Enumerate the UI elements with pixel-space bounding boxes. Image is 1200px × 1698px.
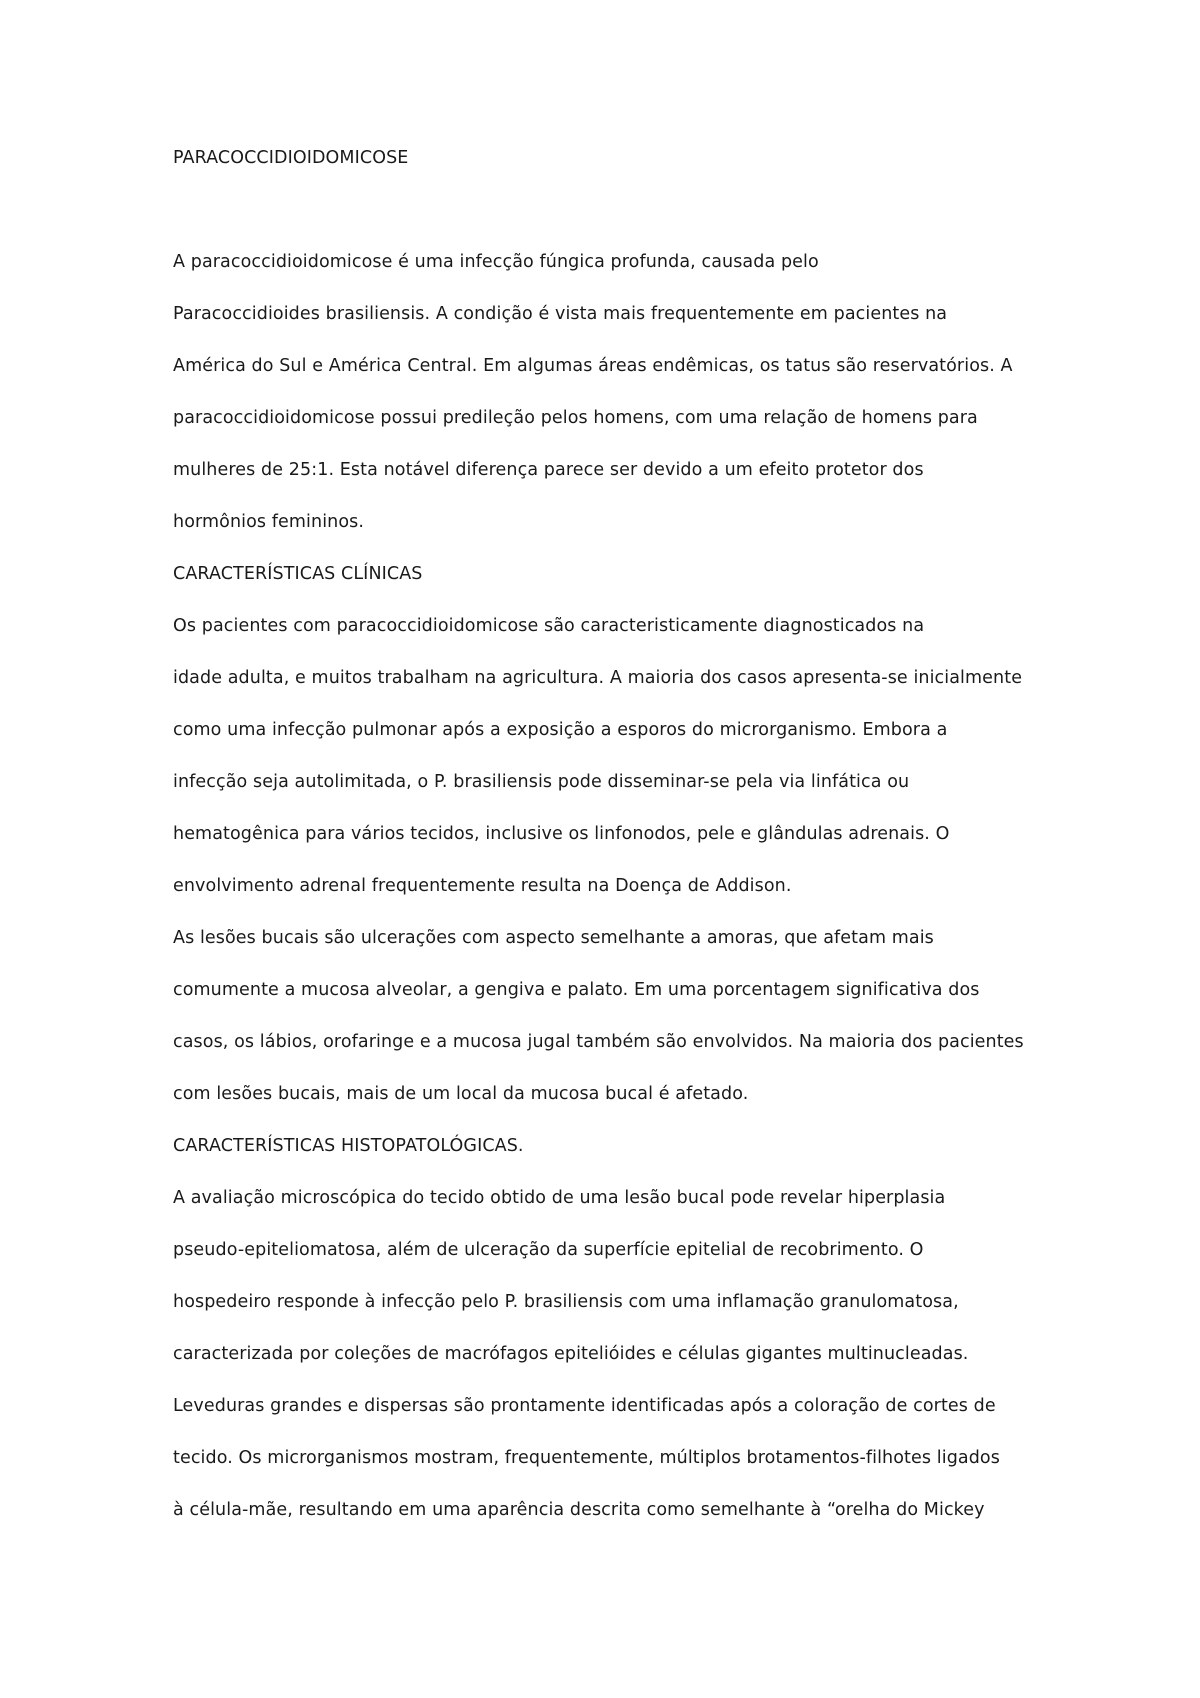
histo-line: à célula-mãe, resultando em uma aparência descrita como semelhante à “orelha do Mickey — [173, 1500, 985, 1520]
clinical-line: Os pacientes com paracoccidioidomicose são caracteristicamente diagnosticados na — [173, 616, 925, 636]
intro-line: Paracoccidioides brasiliensis. A condição é vista mais frequentemente em pacientes na — [173, 304, 948, 324]
clinical-line: hematogênica para vários tecidos, inclusive os linfonodos, pele e glândulas adrenais. O — [173, 824, 950, 844]
intro-line: paracoccidioidomicose possui predileção pelos homens, com uma relação de homens para — [173, 408, 978, 428]
clinical-line: As lesões bucais são ulcerações com aspecto semelhante a amoras, que afetam mais — [173, 928, 934, 948]
clinical-line: como uma infecção pulmonar após a exposição a esporos do microrganismo. Embora a — [173, 720, 948, 740]
histo-line: hospedeiro responde à infecção pelo P. brasiliensis com uma inflamação granulomatosa, — [173, 1292, 959, 1312]
clinical-line: com lesões bucais, mais de um local da mucosa bucal é afetado. — [173, 1084, 749, 1104]
intro-line: mulheres de 25:1. Esta notável diferença parece ser devido a um efeito protetor dos — [173, 460, 924, 480]
clinical-heading: CARACTERÍSTICAS CLÍNICAS — [173, 564, 423, 584]
intro-line: hormônios femininos. — [173, 512, 365, 532]
histo-heading: CARACTERÍSTICAS HISTOPATOLÓGICAS. — [173, 1136, 524, 1156]
clinical-line: idade adulta, e muitos trabalham na agricultura. A maioria dos casos apresenta-se inicialmente — [173, 668, 1023, 688]
histo-line: Leveduras grandes e dispersas são prontamente identificadas após a coloração de cortes de — [173, 1396, 996, 1416]
clinical-line: casos, os lábios, orofaringe e a mucosa jugal também são envolvidos. Na maioria dos pacientes — [173, 1032, 1024, 1052]
document-title: PARACOCCIDIOIDOMICOSE — [173, 148, 409, 168]
histo-line: tecido. Os microrganismos mostram, frequentemente, múltiplos brotamentos-filhotes ligados — [173, 1448, 1000, 1468]
histo-line: pseudo-epiteliomatosa, além de ulceração da superfície epitelial de recobrimento. O — [173, 1240, 924, 1260]
histo-line: caracterizada por coleções de macrófagos epitelióides e células gigantes multinucleadas. — [173, 1344, 969, 1364]
clinical-line: infecção seja autolimitada, o P. brasiliensis pode disseminar-se pela via linfática ou — [173, 772, 910, 792]
clinical-line: envolvimento adrenal frequentemente resulta na Doença de Addison. — [173, 876, 792, 896]
intro-line: A paracoccidioidomicose é uma infecção fúngica profunda, causada pelo — [173, 252, 819, 272]
intro-line: América do Sul e América Central. Em algumas áreas endêmicas, os tatus são reservatórios. A — [173, 356, 1013, 376]
clinical-line: comumente a mucosa alveolar, a gengiva e palato. Em uma porcentagem significativa dos — [173, 980, 980, 1000]
histo-line: A avaliação microscópica do tecido obtido de uma lesão bucal pode revelar hiperplasia — [173, 1188, 946, 1208]
